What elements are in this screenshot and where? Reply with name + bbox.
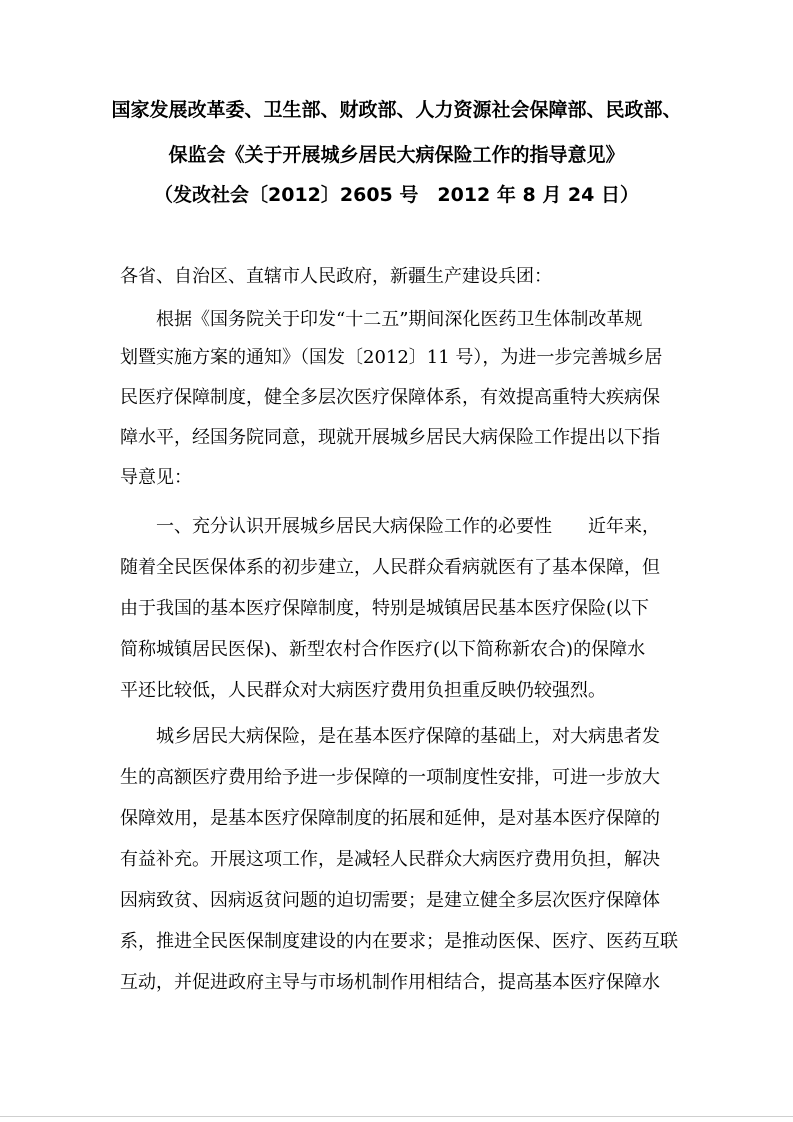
body-line: 障水平，经国务院同意，现就开展城乡居民大病保险工作提出以下指	[120, 427, 660, 448]
body-line: 民医疗保障制度，健全多层次医疗保障体系，有效提高重特大疾病保	[120, 387, 660, 408]
body-line: 有益补充。开展这项工作，是减轻人民群众大病医疗费用负担，解决	[120, 849, 660, 870]
salutation: 各省、自治区、直辖市人民政府，新疆生产建设兵团：	[120, 266, 552, 287]
body-line: 互动，并促进政府主导与市场机制作用相结合，提高基本医疗保障水	[120, 972, 660, 993]
body-line: 平还比较低，人民群众对大病医疗费用负担重反映仍较强烈。	[120, 680, 606, 701]
body-line: 随着全民医保体系的初步建立，人民群众看病就医有了基本保障，但	[120, 557, 660, 578]
body-line: 由于我国的基本医疗保障制度，特别是城镇居民基本医疗保险(以下	[120, 598, 650, 619]
body-line: 生的高额医疗费用给予进一步保障的一项制度性安排，可进一步放大	[120, 767, 660, 788]
document-title-line-1: 国家发展改革委、卫生部、财政部、人力资源社会保障部、民政部、	[111, 99, 682, 121]
body-line: 系，推进全民医保制度建设的内在要求；是推动医保、医疗、医药互联	[120, 931, 678, 952]
document-subtitle: （发改社会〔2012〕2605 号 2012 年 8 月 24 日）	[154, 184, 639, 206]
body-line: 城乡居民大病保险，是在基本医疗保障的基础上，对大病患者发	[120, 726, 660, 747]
body-line: 根据《国务院关于印发“十二五”期间深化医药卫生体制改革规	[120, 309, 643, 330]
section-heading-line: 一、充分认识开展城乡居民大病保险工作的必要性 近年来，	[120, 516, 660, 537]
body-line: 划暨实施方案的通知》（国发〔2012〕11 号），为进一步完善城乡居	[120, 347, 663, 368]
body-line: 导意见：	[120, 467, 192, 488]
body-line: 保障效用，是基本医疗保障制度的拓展和延伸，是对基本医疗保障的	[120, 808, 660, 829]
body-line: 因病致贫、因病返贫问题的迫切需要；是建立健全多层次医疗保障体	[120, 890, 660, 911]
body-line: 简称城镇居民医保)、新型农村合作医疗(以下简称新农合)的保障水	[120, 639, 646, 660]
document-title-line-2: 保监会《关于开展城乡居民大病保险工作的指导意见》	[168, 144, 625, 166]
page-bottom-rule	[0, 1116, 793, 1117]
